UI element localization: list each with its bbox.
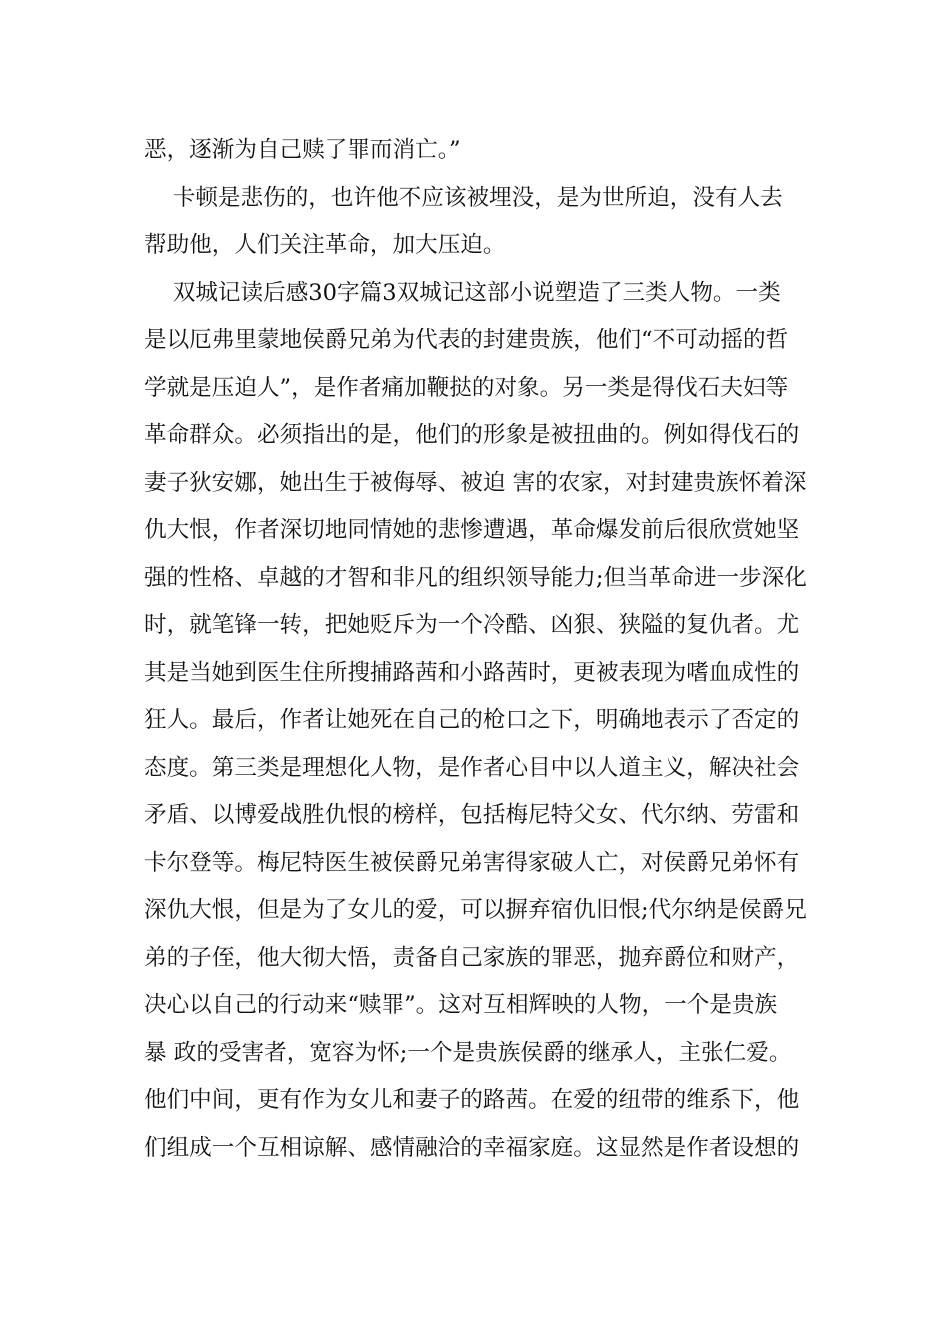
text-line: 时，就笔锋一转，把她贬斥为一个冷酷、凶狠、狭隘的复仇者。尤 <box>144 612 800 638</box>
text-line: 他们中间，更有作为女儿和妻子的路茜。在爱的纽带的维系下，他 <box>144 1087 800 1113</box>
text-line: 矛盾、以博爱战胜仇恨的榜样，包括梅尼特父女、代尔纳、劳雷和 <box>144 802 800 828</box>
body-text <box>144 127 808 1172</box>
text-line: 决心以自己的行动来“赎罪”。这对互相辉映的人物，一个是贵族 <box>144 992 778 1018</box>
text-line: 暴 政的受害者，宽容为怀;一个是贵族侯爵的继承人，主张仁爱。 <box>144 1039 792 1066</box>
text-line: 双城记读后感30字篇3双城记这部小说塑造了三类人物。一类 <box>144 279 781 306</box>
text-line: 帮助他，人们关注革命，加大压迫。 <box>144 232 506 258</box>
text-line: 们组成一个互相谅解、感情融洽的幸福家庭。这显然是作者设想的 <box>144 1134 800 1161</box>
text-line: 强的性格、卓越的才智和非凡的组织领导能力;但当革命进一步深化 <box>144 564 807 591</box>
text-line: 深仇大恨，但是为了女儿的爱，可以摒弃宿仇旧恨;代尔纳是侯爵兄 <box>144 897 807 923</box>
text-line: 弟的子侄，他大彻大悟，责备自己家族的罪恶，抛弃爵位和财产， <box>144 944 800 971</box>
text-line: 其是当她到医生住所搜捕路茜和小路茜时，更被表现为嗜血成性的 <box>144 659 800 686</box>
text-line: 狂人。最后，作者让她死在自己的枪口之下，明确地表示了否定的 <box>144 707 800 733</box>
text-line: 革命群众。必须指出的是，他们的形象是被扭曲的。例如得伐石的 <box>144 422 800 448</box>
text-line: 仇大恨，作者深切地同情她的悲惨遭遇，革命爆发前后很欣赏她坚 <box>144 517 800 543</box>
text-line: 卡尔登等。梅尼特医生被侯爵兄弟害得家破人亡，对侯爵兄弟怀有 <box>144 849 800 876</box>
text-line: 态度。第三类是理想化人物，是作者心目中以人道主义，解决社会 <box>144 754 800 781</box>
text-line: 学就是压迫人”，是作者痛加鞭挞的对象。另一类是得伐石夫妇等 <box>144 374 789 401</box>
text-line: 妻子狄安娜，她出生于被侮辱、被迫 害的农家，对封建贵族怀着深 <box>144 469 807 496</box>
text-line: 恶，逐渐为自己赎了罪而消亡。” <box>144 137 461 163</box>
text-line: 是以厄弗里蒙地侯爵兄弟为代表的封建贵族，他们“不可动摇的哲 <box>144 327 789 353</box>
text-line: 卡顿是悲伤的，也许他不应该被埋没，是为世所迫，没有人去 <box>144 184 783 211</box>
